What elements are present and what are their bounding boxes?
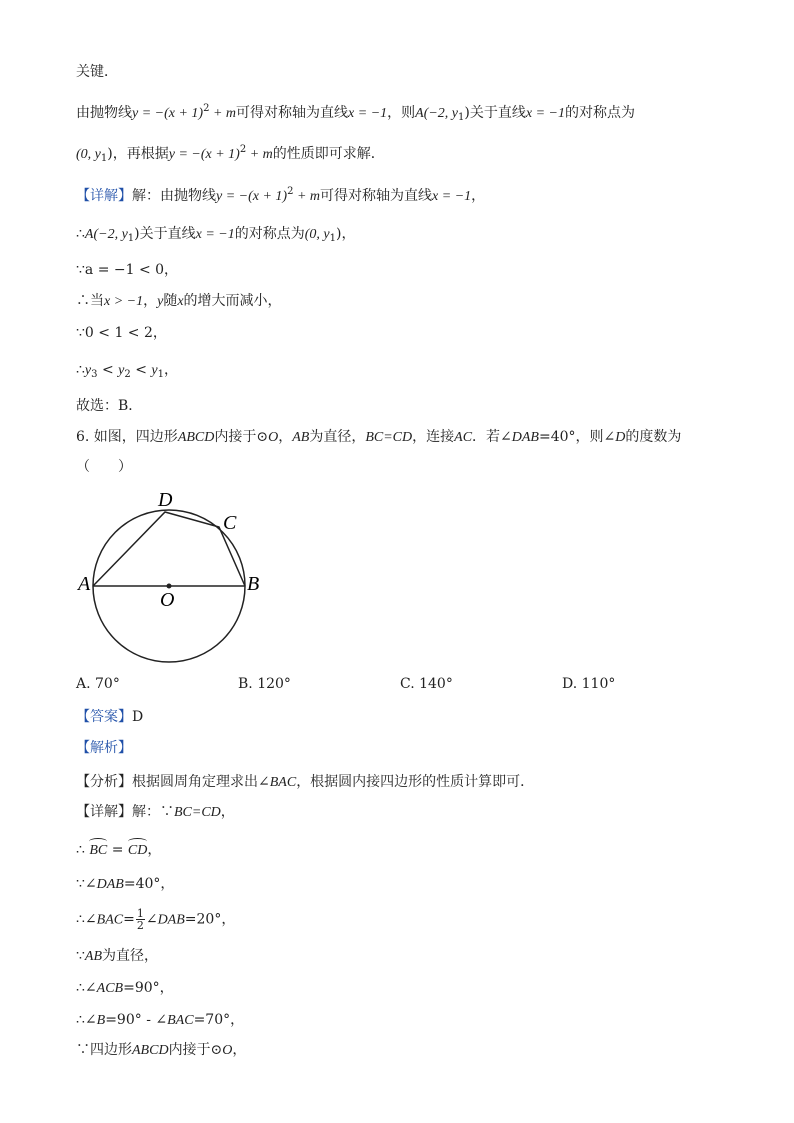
detail-line-4: ∴∠BAC= $\frac{1}{2}$ ∠DAB=20°， xyxy=(76,907,236,932)
detail-line-7: ∴∠B=90° - ∠BAC=70°， xyxy=(76,1012,245,1028)
text-line: 关键． xyxy=(76,64,118,80)
fenxi-line: 【分析】根据圆周角定理求出∠BAC，根据圆内接四边形的性质计算即可． xyxy=(76,774,535,790)
analysis-tag: 【解析】 xyxy=(76,740,132,756)
question-6: 6. 如图，四边形ABCD内接于⊙O，AB为直径，BC=CD，连接AC．若∠DAB=40°，则∠D的度数为 xyxy=(76,429,682,445)
option-b[interactable]: B. 120° xyxy=(238,676,291,692)
answer-paren: （ ） xyxy=(76,459,132,475)
option-c[interactable]: C. 140° xyxy=(400,676,453,692)
answer-value: D xyxy=(132,709,144,725)
detail-line-6: ∴∠ACB=90°， xyxy=(76,980,174,996)
label-a: A xyxy=(78,573,91,595)
option-a[interactable]: A. 70° xyxy=(76,676,120,692)
circle-figure xyxy=(76,486,276,666)
label-d: D xyxy=(158,489,173,511)
label-b: B xyxy=(247,573,260,595)
detail-line-2: ∴ BC = CD， xyxy=(76,840,161,861)
text-line: $\therefore y_3 < y_2 < y_1$， xyxy=(76,362,178,380)
text-line: 故选：B． xyxy=(76,398,143,414)
detail-line-1: 【详解】解：∵BC=CD， xyxy=(76,804,235,820)
text-line: 由抛物线$y = -(x + 1)^2 + m$可得对称轴为直线x = −1，则A(−2, $y_1$)关于直线x = −1的对称点为 xyxy=(76,103,635,123)
detail-tag: 【详解】 xyxy=(76,188,132,204)
detail-line-8: ∵四边形ABCD内接于⊙O， xyxy=(76,1042,247,1058)
detail-line-5: ∵AB为直径， xyxy=(76,948,159,964)
label-c: C xyxy=(223,512,237,534)
text-line: ∵0 < 1 < 2， xyxy=(76,325,167,341)
text-line: 【详解】解：由抛物线$y = -(x + 1)^2 + m$可得对称轴为直线x = −1， xyxy=(76,186,486,204)
label-o: O xyxy=(160,589,175,611)
answer-line xyxy=(76,707,143,727)
text-line: (0, $y_1$)，再根据$y = -(x + 1)^2 + m$的性质即可求解． xyxy=(76,144,385,164)
text-line: ∴当x > −1，y随x的增大而减小， xyxy=(76,293,282,309)
text-line: ∴A(−2, $y_1$)关于直线x = −1的对称点为(0, $y_1$)， xyxy=(76,226,356,244)
answer-tag: 【答案】 xyxy=(76,709,132,725)
fraction-half: $\frac{1}{2}$ xyxy=(136,907,144,932)
center-point xyxy=(167,584,172,589)
detail-line-3: ∵∠DAB=40°， xyxy=(76,876,175,892)
option-d[interactable]: D. 110° xyxy=(562,676,616,692)
text-line: ∵a = −1 < 0， xyxy=(76,262,179,278)
